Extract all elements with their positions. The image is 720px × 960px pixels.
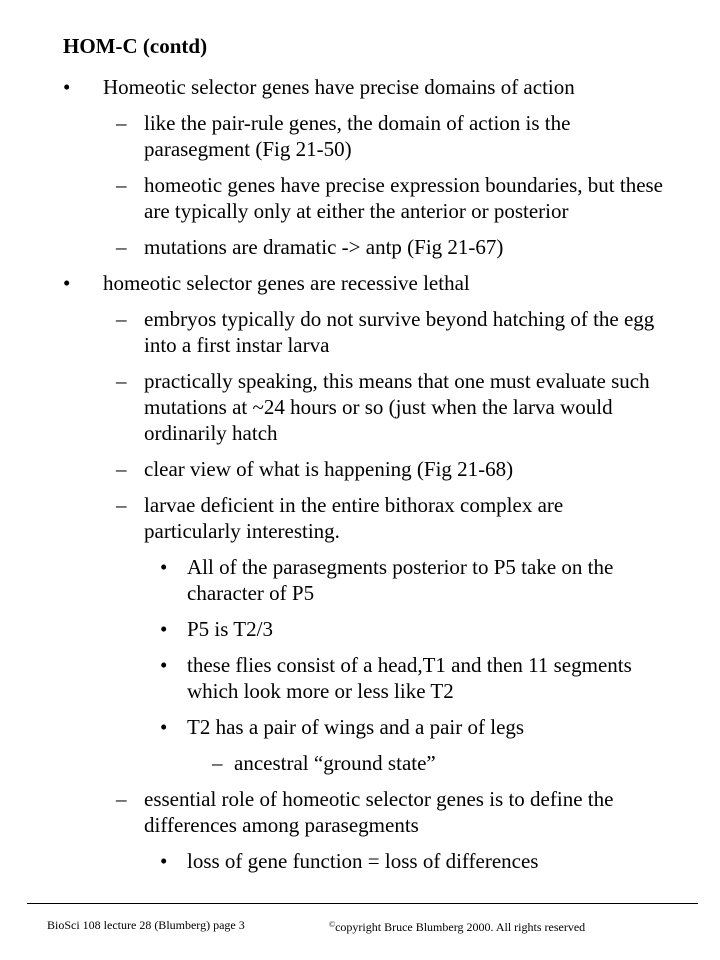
footer-course-info: BioSci 108 lecture 28 (Blumberg) page 3 (47, 918, 245, 932)
outline-item-level-1 (63, 270, 703, 296)
bullet-text: P5 is T2/3 (187, 617, 273, 641)
footer-copyright (329, 918, 585, 934)
bullet-text: like the pair-rule genes, the domain of action is the parasegment (Fig 21-50) (144, 111, 571, 161)
bullet-marker: – (116, 787, 127, 811)
bullet-text: practically speaking, this means that one must evaluate such mutations at ~24 hours or so (just when the larva would ordinarily hatch (144, 369, 650, 445)
bullet-text: embryos typically do not survive beyond hatching of the egg into a first instar larva (144, 307, 655, 357)
footer-divider (27, 903, 698, 904)
bullet-text: essential role of homeotic selector genes is to define the differences among parasegments (144, 787, 614, 837)
bullet-text: homeotic genes have precise expression boundaries, but these are typically only at either the anterior or posterior (144, 173, 664, 223)
outline-item-level-2 (116, 234, 664, 260)
bullet-text: loss of gene function = loss of differences (187, 849, 539, 873)
bullet-marker: • (160, 715, 168, 739)
outline-item-level-4 (212, 750, 654, 776)
bullet-text: All of the parasegments posterior to P5 take on the character of P5 (187, 555, 614, 605)
outline-item-level-3 (160, 554, 657, 606)
bullet-marker: – (116, 173, 127, 197)
bullet-marker: – (116, 493, 127, 517)
bullet-text: larvae deficient in the entire bithorax complex are particularly interesting. (144, 493, 564, 543)
bullet-text: these flies consist of a head,T1 and then 11 segments which look more or less like T2 (187, 653, 632, 703)
bullet-marker: • (160, 617, 168, 641)
bullet-marker: • (63, 75, 71, 99)
bullet-text: homeotic selector genes are recessive lethal (103, 271, 470, 295)
outline-item-level-3 (160, 616, 657, 642)
bullet-marker: – (116, 111, 127, 135)
bullet-text: T2 has a pair of wings and a pair of legs (187, 715, 525, 739)
bullet-marker: – (212, 751, 223, 775)
bullet-marker: – (116, 235, 127, 259)
bullet-marker: • (160, 653, 168, 677)
slide-title: HOM-C (contd) (63, 34, 208, 58)
outline-item-level-3 (160, 848, 657, 874)
bullet-marker: – (116, 457, 127, 481)
bullet-marker: – (116, 307, 127, 331)
copyright-symbol: © (329, 920, 336, 929)
bullet-marker: • (160, 555, 168, 579)
outline-item-level-1 (63, 74, 703, 100)
outline-item-level-2 (116, 456, 664, 482)
outline-item-level-3 (160, 652, 657, 704)
bullet-text: clear view of what is happening (Fig 21-68) (144, 457, 514, 481)
bullet-text: ancestral “ground state” (234, 751, 436, 775)
outline-item-level-2 (116, 306, 664, 358)
outline-item-level-2 (116, 492, 664, 544)
bullet-marker: – (116, 369, 127, 393)
outline-item-level-2 (116, 172, 664, 224)
outline-item-level-2 (116, 786, 664, 838)
outline-item-level-2 (116, 368, 664, 446)
copyright-text: copyright Bruce Blumberg 2000. All rights reserved (335, 920, 586, 934)
bullet-marker: • (160, 849, 168, 873)
outline-item-level-3 (160, 714, 657, 740)
bullet-text: mutations are dramatic -> antp (Fig 21-67) (144, 235, 504, 259)
outline-item-level-2 (116, 110, 664, 162)
bullet-text: Homeotic selector genes have precise domains of action (103, 75, 575, 99)
bullet-marker: • (63, 271, 71, 295)
